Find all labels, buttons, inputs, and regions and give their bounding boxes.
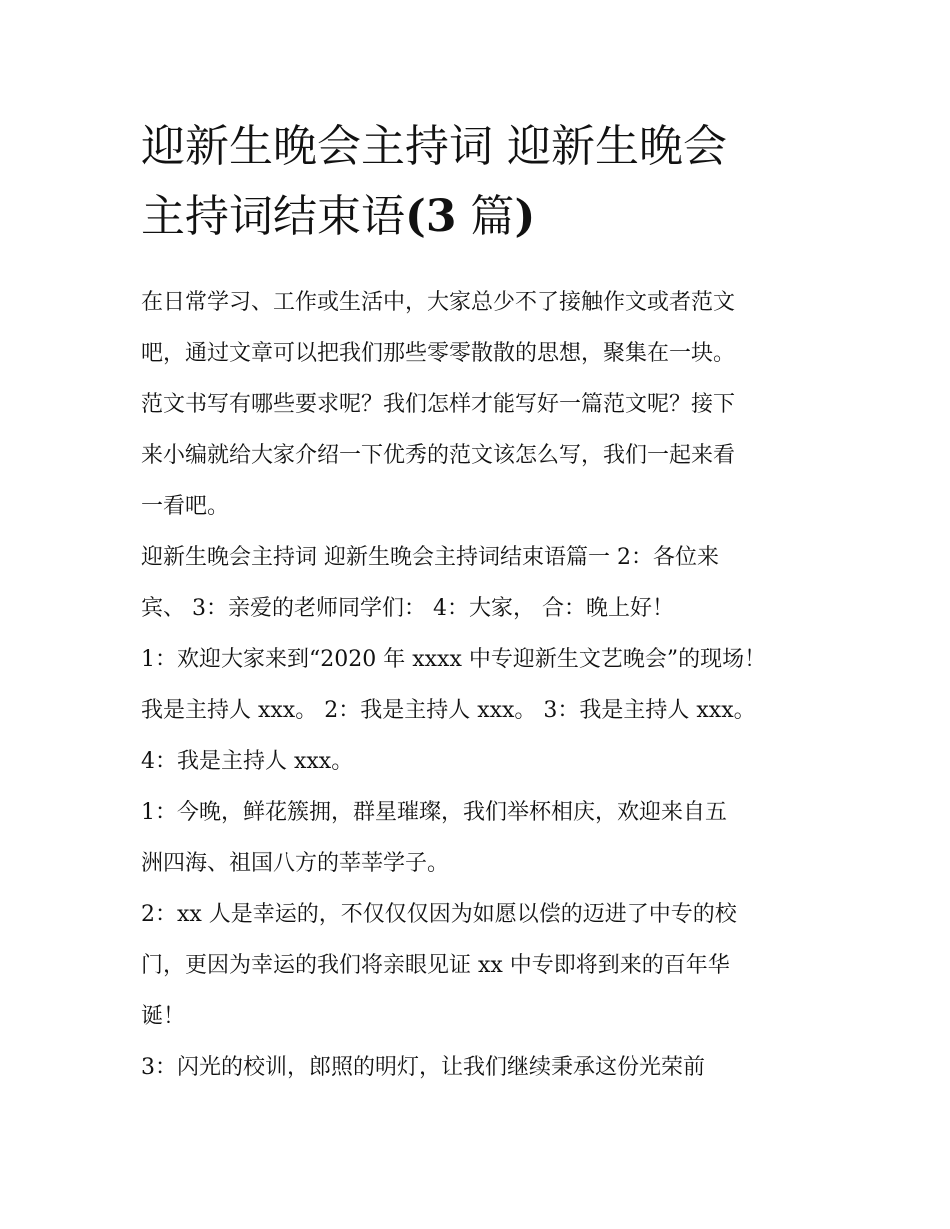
title-count-close: ) xyxy=(514,191,536,242)
paragraph xyxy=(141,532,813,634)
paragraph-line: 迎新生晚会主持词 迎新生晚会主持词结束语篇一 2：各位来 xyxy=(141,545,719,570)
title-line-1: 迎新生晚会主持词 迎新生晚会 xyxy=(141,121,727,172)
paragraph-line: 范文书写有哪些要求呢？我们怎样才能写好一篇范文呢？接下 xyxy=(141,392,736,417)
paragraph-line: 1：欢迎大家来到“2020 年 xxxx 中专迎新生文艺晚会”的现场！ xyxy=(141,647,767,672)
title-line-2-text: 主持词结束语 xyxy=(141,191,405,242)
paragraph xyxy=(141,1042,813,1093)
paragraph-line: 诞！ xyxy=(141,1004,186,1029)
paragraph xyxy=(141,787,813,889)
paragraph-line: 4：我是主持人 xxx。 xyxy=(141,749,354,774)
paragraph-line: 一看吧。 xyxy=(141,494,230,519)
title-count-open: (3 xyxy=(405,191,457,242)
paragraph-line: 在日常学习、工作或生活中，大家总少不了接触作文或者范文 xyxy=(141,290,736,315)
paragraph-line: 我是主持人 xxx。 2：我是主持人 xxx。 3：我是主持人 xxx。 xyxy=(141,698,756,723)
paragraph-line: 洲四海、祖国八方的莘莘学子。 xyxy=(141,851,450,876)
paragraph xyxy=(141,634,813,787)
paragraph xyxy=(141,889,813,1042)
title-line-2 xyxy=(141,182,813,252)
paragraph-line: 吧，通过文章可以把我们那些零零散散的思想，聚集在一块。 xyxy=(141,341,736,366)
paragraph-line: 2：xx 人是幸运的，不仅仅仅因为如愿以偿的迈进了中专的校 xyxy=(141,902,737,927)
paragraph-line: 宾、 3：亲爱的老师同学们： 4：大家， 合：晚上好！ xyxy=(141,596,674,621)
paragraph-line: 门，更因为幸运的我们将亲眼见证 xx 中专即将到来的百年华 xyxy=(141,953,730,978)
document-title xyxy=(141,112,813,252)
document-body xyxy=(141,277,813,1093)
document-content xyxy=(141,112,813,1093)
paragraph xyxy=(141,277,813,532)
paragraph-line: 1：今晚，鲜花簇拥，群星璀璨，我们举杯相庆，欢迎来自五 xyxy=(141,800,727,825)
paragraph-line: 来小编就给大家介绍一下优秀的范文该怎么写，我们一起来看 xyxy=(141,443,736,468)
title-count-unit: 篇 xyxy=(456,191,515,242)
paragraph-line: 3：闪光的校训，郎照的明灯，让我们继续秉承这份光荣前 xyxy=(141,1055,705,1080)
